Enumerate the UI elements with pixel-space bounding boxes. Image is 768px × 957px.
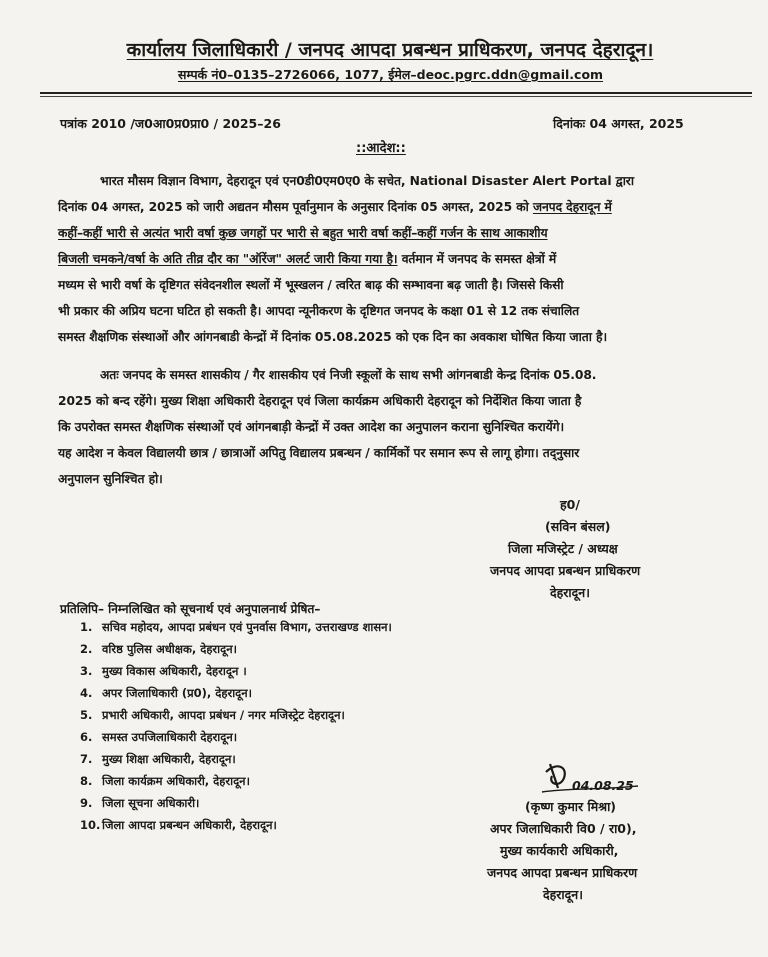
reference-number: पत्रांक 2010 /ज0आ0प्र0प्रा0 / 2025–26 — [60, 116, 281, 131]
list-item: 2. वरिष्ठ पुलिस अधीक्षक, देहरादून। — [80, 642, 237, 656]
highlighted-text: बिजली चमकने/वर्षा के अति तीव्र दौर का "ऑरेंज" अलर्ट जारी किया गया है। — [58, 252, 398, 266]
order-heading: ::आदेश:: — [356, 141, 406, 156]
signatory-name: (सविन बंसल) — [545, 519, 611, 534]
signatory-designation: जनपद आपदा प्रबन्धन प्राधिकरण — [487, 865, 638, 880]
paragraph-text: वर्तमान में जनपद के समस्त क्षेत्रों में — [401, 252, 557, 266]
office-contact-line: सम्पर्क नं0–0135–2726066, 1077, ईमेल–deoc.pgrc.ddn@gmail.com — [178, 67, 604, 82]
paragraph-line: भी प्रकार की अप्रिय घटना घटित हो सकती है। आपदा न्यूनीकरण के दृष्टिगत जनपद के कक्षा 01 से 12 तक संचालित — [58, 304, 580, 318]
paragraph-line: कि उपरोक्त समस्त शैक्षणिक संस्थाओं एवं आंगनबाड़ी केन्द्रों में उक्त आदेश का अनुपालन कराना सुनिश्चित करायेंगे। — [58, 420, 565, 434]
paragraph-line — [58, 198, 612, 215]
paragraph-line: अतः जनपद के समस्त शासकीय / गैर शासकीय एवं निजी स्कूलों के साथ सभी आंगनबाडी केन्द्र दिनांक 05.08. — [100, 368, 597, 382]
signatory-name: (कृष्ण कुमार मिश्रा) — [525, 799, 617, 814]
copy-to-list — [80, 616, 392, 836]
list-item: 9. जिला सूचना अधिकारी। — [80, 796, 200, 810]
list-item: 1. सचिव महोदय, आपदा प्रबंधन एवं पुनर्वास विभाग, उत्तराखण्ड शासन। — [80, 620, 392, 634]
paragraph-line: भारत मौसम विज्ञान विभाग, देहरादून एवं एन0डी0एम0ए0 के सचेत, National Disaster Alert Portal द्वारा — [100, 174, 634, 188]
paragraph-line: अनुपालन सुनिश्चित हो। — [58, 472, 163, 486]
list-item: 3. मुख्य विकास अधिकारी, देहरादून । — [80, 664, 247, 678]
paragraph-text: दिनांक 04 अगस्त, 2025 को जारी अद्यतन मौसम पूर्वानुमान के अनुसार दिनांक 05 अगस्त, 2025 को — [58, 200, 529, 214]
paragraph-line: मध्यम से भारी वर्षा के दृष्टिगत संवेदनशील स्थलों में भूस्खलन / त्वरित बाढ़ की सम्भावना बढ़ जाती है। जिससे किसी — [58, 278, 564, 292]
office-header-title: कार्यालय जिलाधिकारी / जनपद आपदा प्रबन्धन प्राधिकरण, जनपद देहरादून। — [126, 39, 654, 61]
signatory-place: देहरादून। — [550, 585, 590, 600]
header-divider-thin — [40, 96, 752, 97]
signatory-designation: जनपद आपदा प्रबन्धन प्राधिकरण — [490, 563, 641, 578]
list-item: 4. अपर जिलाधिकारी (प्र0), देहरादून। — [80, 686, 253, 700]
list-item: 8. जिला कार्यक्रम अधिकारी, देहरादून। — [80, 774, 250, 788]
list-item: 7. मुख्य शिक्षा अधिकारी, देहरादून। — [80, 752, 236, 766]
paragraph-line: समस्त शैक्षणिक संस्थाओं और आंगनबाडी केन्द्रों में दिनांक 05.08.2025 को एक दिन का अवकाश घोषित किया जाता है। — [58, 330, 608, 344]
paragraph-line: 2025 को बन्द रहेंगे। मुख्य शिक्षा अधिकारी देहरादून एवं जिला कार्यक्रम अधिकारी देहरादून को निर्देशित किया जाता है — [58, 394, 582, 408]
signatory-designation: मुख्य कार्यकारी अधिकारी, — [500, 843, 619, 858]
paragraph-line — [58, 250, 556, 267]
signed-mark: ह0/ — [560, 497, 580, 512]
header-divider — [40, 92, 752, 94]
paragraph-line-highlighted: कहीं–कहीं भारी से अत्यंत भारी वर्षा कुछ जगहों पर भारी से बहुत भारी वर्षा कहीं–कहीं गर्जन के साथ आकाशीय — [58, 226, 548, 240]
list-item: 5. प्रभारी अधिकारी, आपदा प्रबंधन / नगर मजिस्ट्रेट देहरादून। — [80, 708, 345, 722]
signatory-designation: अपर जिलाधिकारी वि0 / रा0), — [490, 821, 637, 836]
letter-date: दिनांकः 04 अगस्त, 2025 — [553, 116, 684, 131]
paragraph-line: यह आदेश न केवल विद्यालयी छात्र / छात्राओं अपितु विद्यालय प्रबन्धन / कार्मिकों पर समान रूप से लागू होगा। तद्नुसार — [58, 446, 580, 460]
copy-to-heading: प्रतिलिपि– निम्नलिखित को सूचनार्थ एवं अनुपालनार्थ प्रेषित– — [60, 602, 321, 616]
highlighted-text: जनपद देहरादून में — [532, 200, 612, 214]
signatory-place: देहरादून। — [543, 887, 583, 902]
list-item: 10. जिला आपदा प्रबन्धन अधिकारी, देहरादून। — [80, 818, 277, 832]
signature-date: 04.08.25 — [572, 778, 634, 793]
signatory-designation: जिला मजिस्ट्रेट / अध्यक्ष — [508, 541, 618, 556]
list-item: 6. समस्त उपजिलाधिकारी देहरादून। — [80, 730, 238, 744]
